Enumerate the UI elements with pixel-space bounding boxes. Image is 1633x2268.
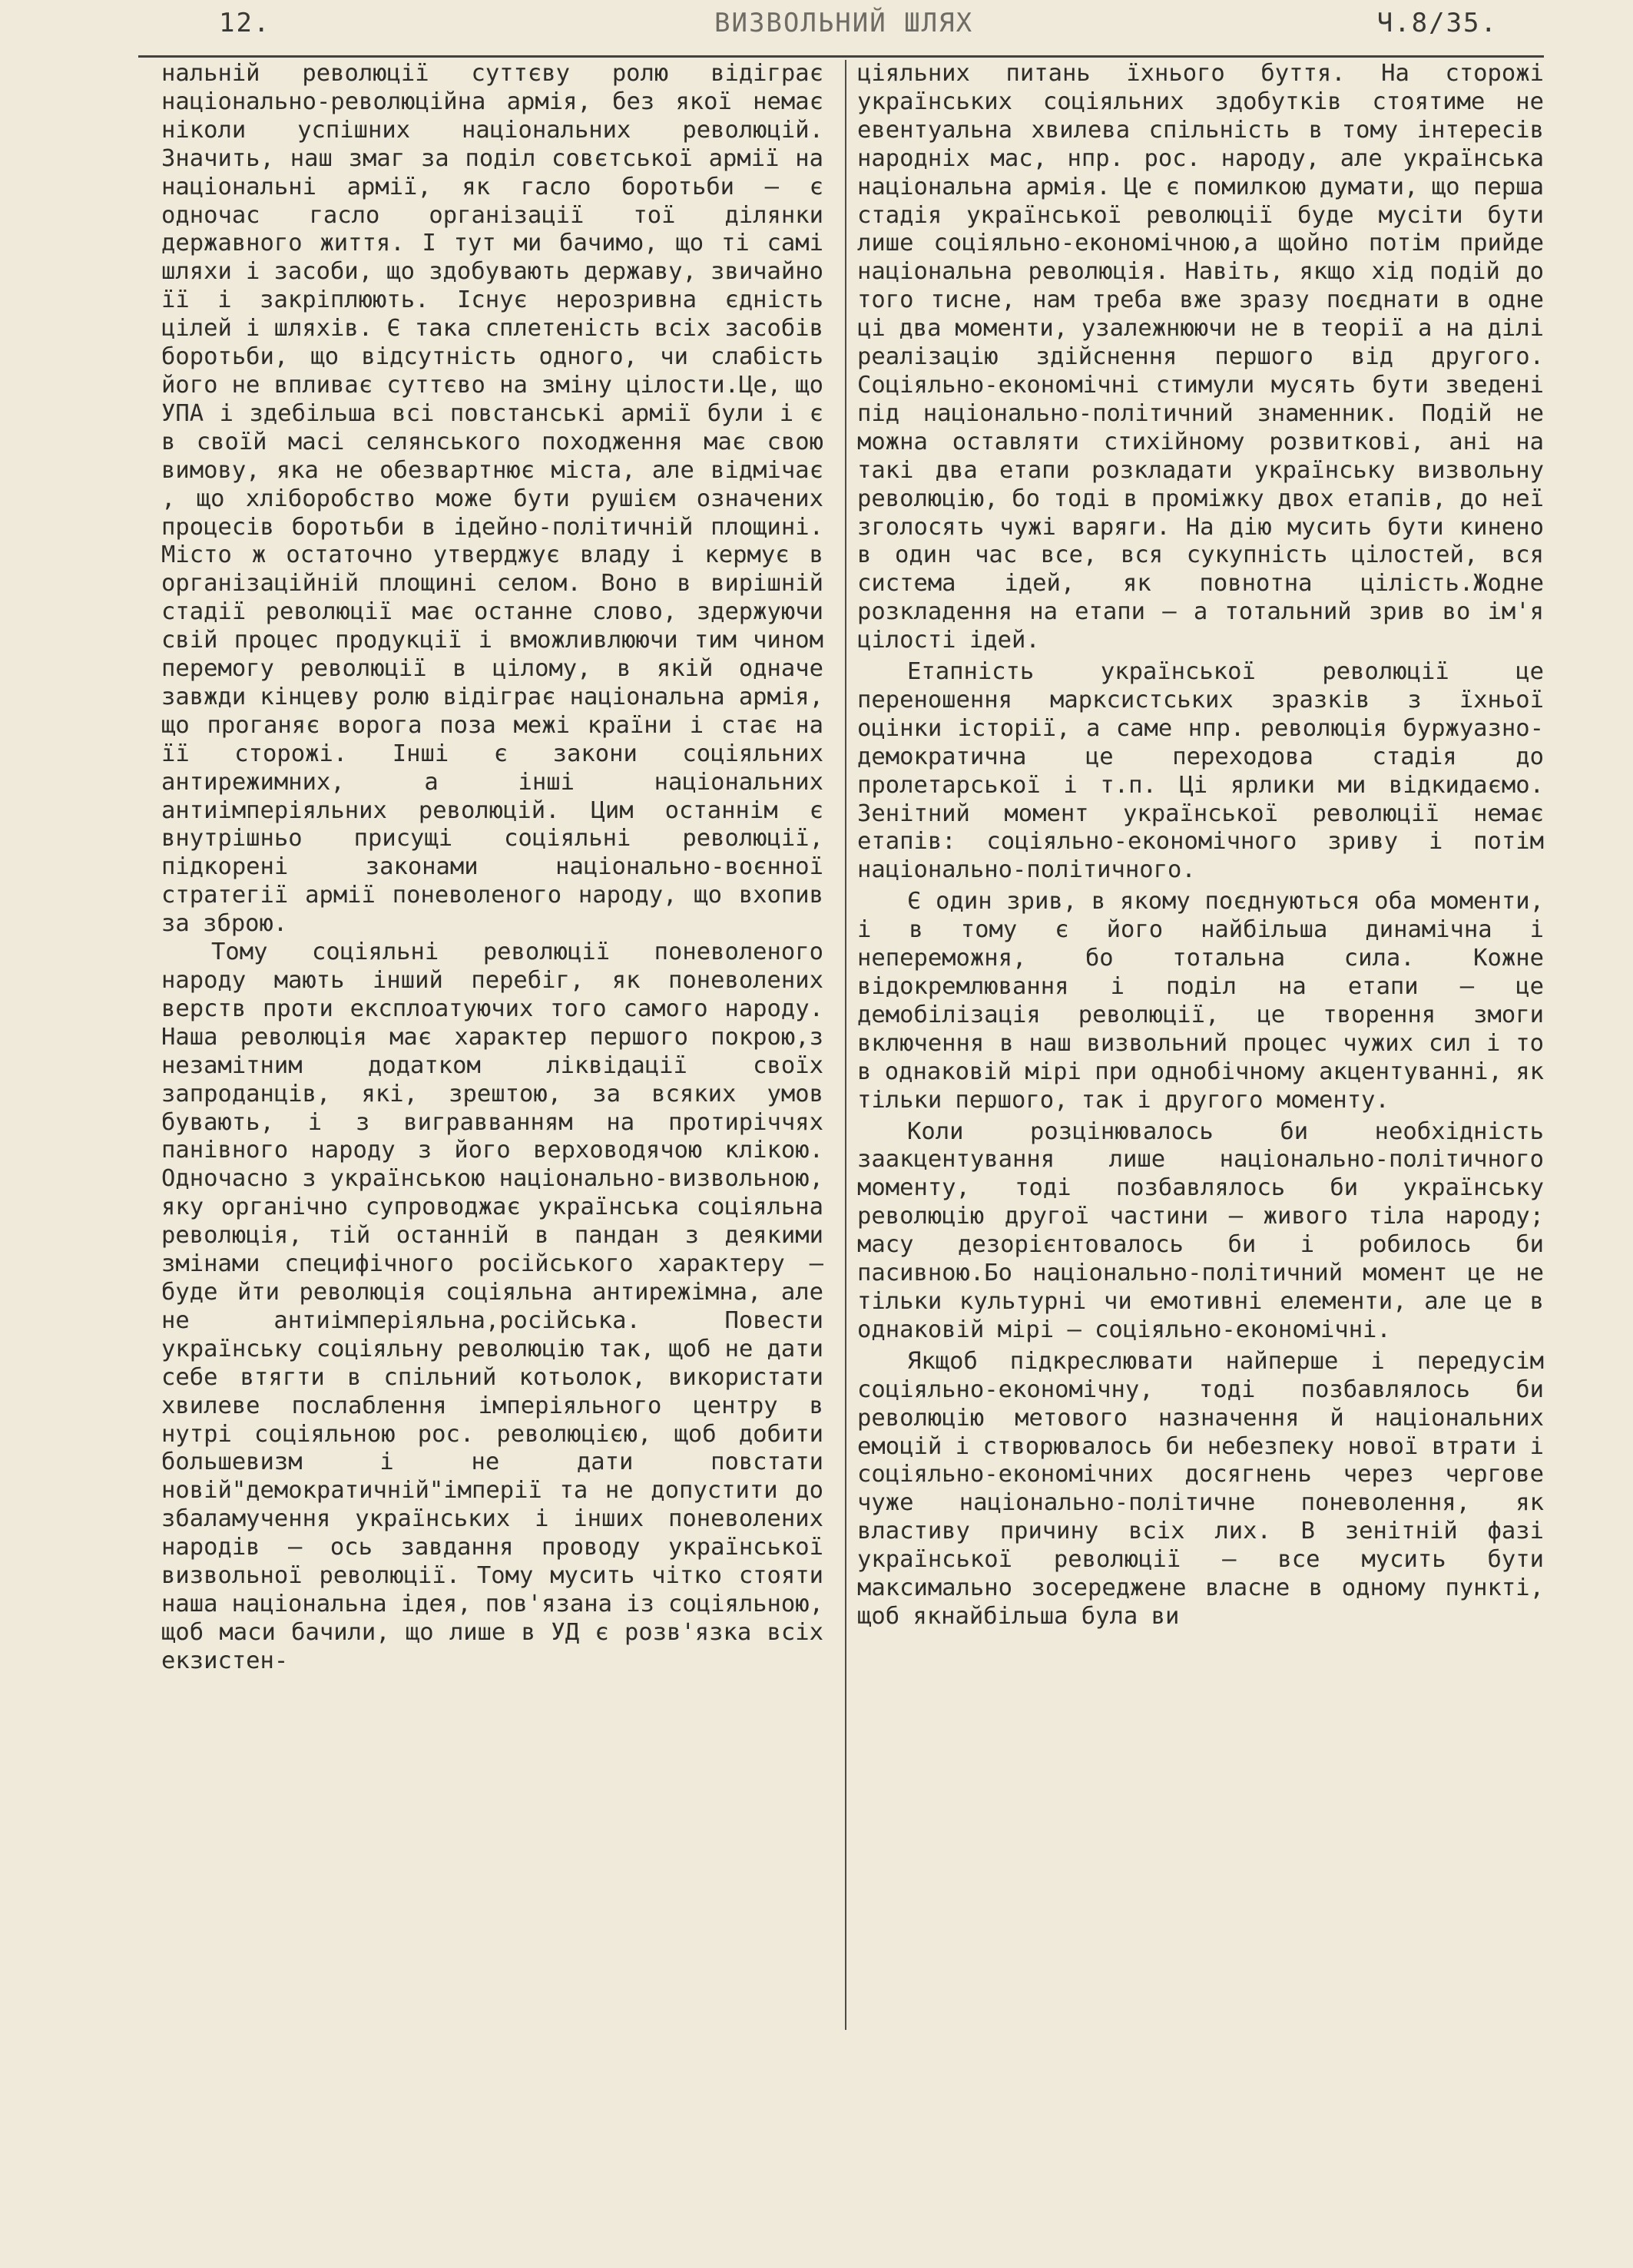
left-paragraph-2: Тому соціяльні революції поневоленого народу мають інший перебіг, як поневолених верств проти експлоатуючих того самого народу. Наша революція має характер першого покрою,з незамітним додатком ліквідації своїх запроданців, які, зрештою, за всяких умов бувають, і з вигравванням на протиріччях панівного народу з його верховодячою клікою. Одночасно з українською національно-визвольною, яку органічно супроводжає українська соціяльна революція, тій останній в пандан з деякими змінами специфічного російського характеру – буде йти революція соціяльна антирежімна, але не антиімперіяльна,російська. Повести українську соціяльну революцію так, щоб не дати себе втягти в спільний котьолок, використати хвилеве послаблення імперіяльного центру в нутрі соціяльною рос. революцією, щоб добити большевизм і не дати повстати новій"демократичній"імперії та не допустити до збаламучення українських і інших поневолених народів – ось завдання проводу української визвольної революції. Тому мусить чітко стояти наша національна ідея, пов'язана із соціяльною, щоб маси бачили, що лише в УД є розв'язка всіх екзистен-: [161, 939, 823, 1674]
publication-title: ВИЗВОЛЬНИЙ ШЛЯХ: [714, 8, 974, 38]
column-divider: [845, 60, 846, 2030]
issue-number: Ч.8/35.: [1376, 8, 1498, 38]
left-column: [161, 60, 823, 2034]
left-paragraph-1: нальній революції суттєву ролю відіграє національно-революційна армія, без якої немає ніколи успішних національних революцій. Значить, наш змаг за поділ совєтської армії на національні армії, як гасло боротьби – є одночас гасло організації тої ділянки державного життя. І тут ми бачимо, що ті самі шляхи і засоби, що здобувають державу, звичайно її і закріплюють. Існує нерозривна єдність цілей і шляхів. Є така сплетеність всіх засобів боротьби, що відсутність одного, чи слабість його не впливає суттєво на зміну цілости.Це, що УПА і здебільша всі повстанські армії були і є в своїй масі селянського походження має свою вимову, яка не обезвартнює міста, але відмічає , що хліборобство може бути рушієм означених процесів боротьби в ідейно-політичній площині. Місто ж остаточно утверджує владу і кермує в організаційній площині селом. Воно в вирішній стадії революції має останне слово, здержуючи свій процес продукції і вможливлюючи тим чином перемогу революції в цілому, в якій одначе завжди кінцеву ролю відіграє національна армія, що проганяє ворога поза межі країни і стає на її сторожі. Інші є закони соціяльних антирежимних, а інші національних антиімперіяльних революцій. Цим останнім є внутрішньо присущі соціяльні революції, підкорені законами національно-воєнної стратегії армії поневоленого народу, що вхопив за зброю.: [161, 60, 823, 938]
right-paragraph-1: ціяльних питань їхнього буття. На сторожі українських соціяльних здобутків стоятиме не евентуальна хвилева спільність в тому інтересів народніх мас, нпр. рос. народу, але українська національна армія. Це є помилкою думати, що перша стадія української революції буде мусіти бути лише соціяльно-економічною,а щойно потім прийде національна революція. Навіть, якщо хід подій до того тисне, нам треба вже зразу поєднати в одне ці два моменти, узалежнюючи не в теорії а на ділі реалізацію здійснення першого від другого. Соціяльно-економічні стимули мусять бути зведені під національно-політичний знаменник. Подій не можна оставляти стихійному розвиткові, ані на такі два етапи розкладати українську визвольну революцію, бо тоді в проміжку двох етапів, до неї зголосять чужі варяги. На дію мусить бути кинено в один час все, вся сукупність цілостей, вся система ідей, як повнотна цілість.Жодне розкладення на етапи – а тотальний зрив во ім'я цілості ідей.: [857, 60, 1544, 654]
right-paragraph-2: Етапність української революції це переношення марксистських зразків з їхньої оцінки історії, а саме нпр. революція буржуазно-демократична це переходова стадія до пролетарської і т.п. Ці ярлики ми відкидаємо. Зенітний момент української революції немає етапів: соціяльно-економічного зриву і потім національно-політичного.: [857, 658, 1544, 884]
right-paragraph-5: Якщоб підкреслювати найперше і передусім соціяльно-економічну, тоді позбавлялось би революцію метового назначення й національних емоцій і створювалось би небезпеку нової втрати і соціяльно-економічних досягнень через чергове чуже національно-політичне поневолення, як властиву причину всіх лих. В зенітній фазі української революції – все мусить бути максимально зосереджене власне в одному пункті, щоб якнайбільша була ви: [857, 1347, 1544, 1630]
right-paragraph-4: Коли розцінювалось би необхідність заакцентування лише національно-політичного моменту, тоді позбавлялось би українську революцію другої частини – живого тіла народу; масу дезорієнтовалось би і робилось би пасивною.Бо національно-політичний момент це не тільки культурні чи емотивні елементи, але це в однаковій мірі – соціяльно-економічні.: [857, 1117, 1544, 1343]
header-rule: [138, 55, 1544, 58]
right-column: [857, 60, 1544, 2034]
right-paragraph-3: Є один зрив, в якому поєднуються оба моменти, і в тому є його найбільша динамічна і непереможня, бо тотальна сила. Кожне відокремлювання і поділ на етапи – це демобілізація революції, це творення змоги включення в наш визвольний процес чужих сил і то в однаковій мірі при однобічному акцентуванні, як тільки першого, так і другого моменту.: [857, 888, 1544, 1114]
page-number: 12.: [219, 8, 271, 38]
page-header: [138, 8, 1498, 54]
